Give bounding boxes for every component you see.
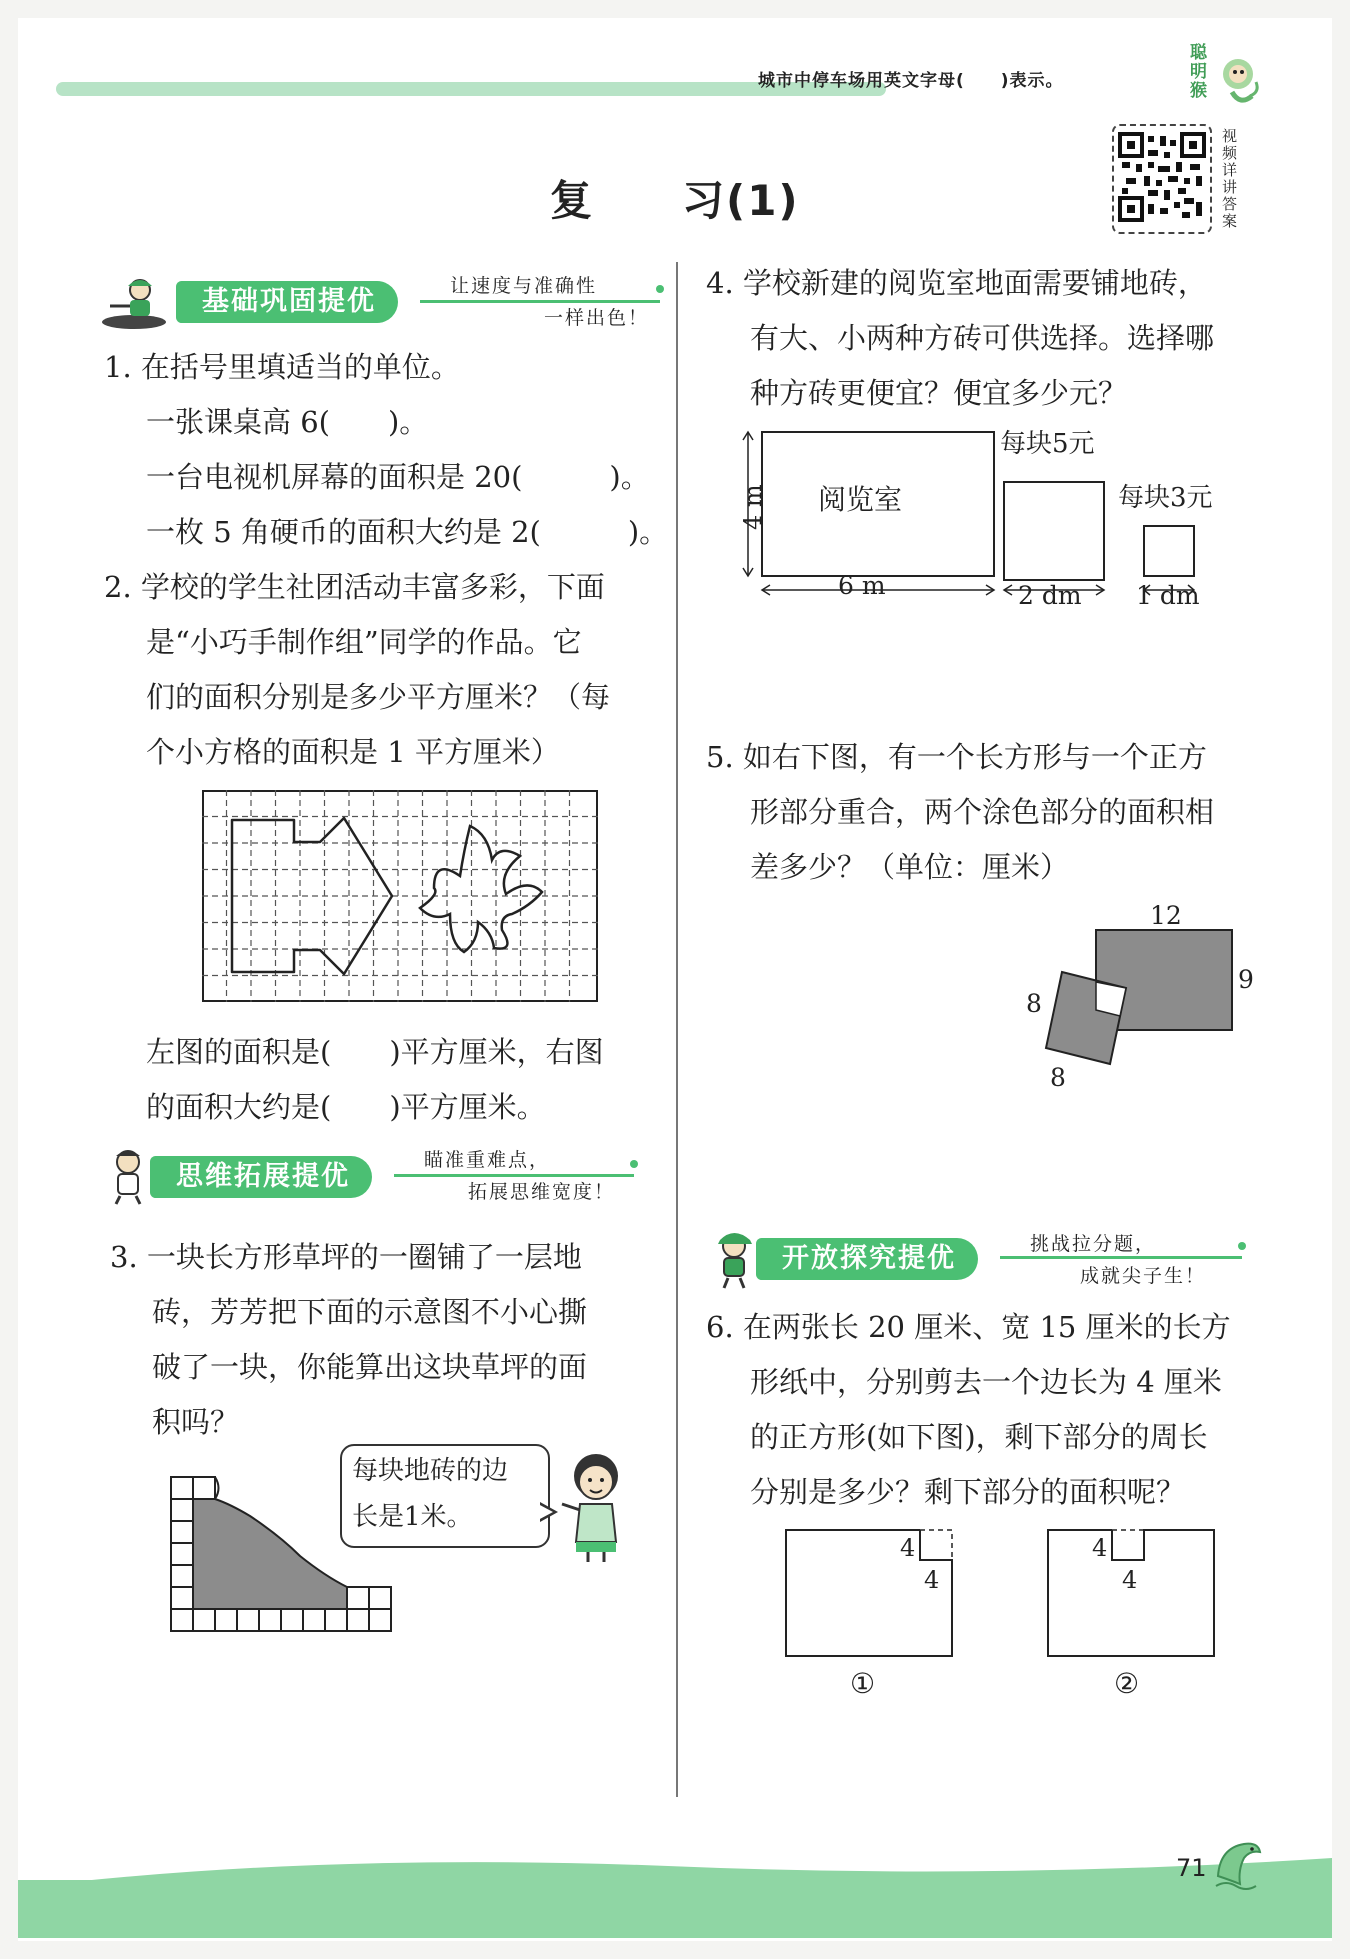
qr-label: 视频详讲答案 (1222, 127, 1238, 230)
q2-line2: 是“小巧手制作组”同学的作品。它 (146, 625, 582, 659)
section-line-basic (420, 300, 660, 303)
slogan-basic-1: 让速度与准确性 (450, 275, 598, 297)
q4-big-side: 2 dm (1018, 581, 1082, 610)
q6-fig1-a: 4 (900, 1534, 916, 1562)
section-badge-open: 开放探究提优 (756, 1238, 978, 1280)
q2-line4: 个小方格的面积是 1 平方厘米） (146, 735, 560, 769)
q2-grid-figure (202, 790, 598, 1006)
skier-kid-icon (100, 276, 178, 332)
q5-overlap-figure (1040, 924, 1240, 1078)
q2-answer1: 左图的面积是( )平方厘米，右图 (146, 1035, 604, 1069)
section-badge-thinking: 思维拓展提优 (150, 1156, 372, 1198)
section-line-thinking (394, 1174, 634, 1177)
slogan-basic-2: 一样出色！ (544, 307, 650, 329)
q4-line1: 4. 学校新建的阅览室地面需要铺地砖， (706, 266, 1207, 300)
column-divider (676, 262, 678, 1797)
slogan-thinking-1: 瞄准重难点， (424, 1149, 551, 1171)
header-question: 城市中停车场用英文字母( )表示。 (758, 71, 1064, 91)
mascot-text: 聪明猴 (1190, 43, 1207, 101)
q6-fig1-b: 4 (924, 1566, 940, 1594)
q4-big-price: 每块5元 (1000, 429, 1095, 459)
slogan-open-2: 成就尖子生！ (1080, 1265, 1207, 1287)
q5-line3: 差多少？（单位：厘米） (750, 850, 1070, 884)
q5-square-side-a: 8 (1026, 989, 1042, 1018)
q1-line2: 一台电视机屏幕的面积是 20( )。 (146, 460, 650, 494)
slogan-open-1: 挑战拉分题， (1030, 1233, 1157, 1255)
q6-line2: 形纸中，分别剪去一个边长为 4 厘米 (750, 1365, 1222, 1399)
q5-line2: 形部分重合，两个涂色部分的面积相 (750, 795, 1215, 829)
q4-small-side: 1 dm (1136, 581, 1200, 610)
q2-answer2: 的面积大约是( )平方厘米。 (146, 1090, 546, 1124)
q5-square-side-b: 8 (1050, 1063, 1066, 1092)
q2-line3: 们的面积分别是多少平方厘米？（每 (146, 680, 611, 714)
q4-room-label: 阅览室 (818, 483, 903, 516)
q5-line1: 5. 如右下图，有一个长方形与一个正方 (706, 740, 1207, 774)
q4-small-price: 每块3元 (1118, 483, 1213, 513)
q3-bubble-line2: 长是1米。 (352, 1502, 473, 1532)
girl-character-icon (556, 1446, 636, 1564)
q4-line3: 种方砖更便宜？便宜多少元？ (750, 376, 1128, 410)
q6-line1: 6. 在两张长 20 厘米、宽 15 厘米的长方 (706, 1310, 1231, 1344)
footer-wave (18, 1848, 1332, 1888)
q3-line1: 3. 一块长方形草坪的一圈铺了一层地 (110, 1240, 582, 1274)
q6-fig2-a: 4 (1092, 1534, 1108, 1562)
q6-fig2-label: ② (1114, 1667, 1140, 1700)
qr-code-icon[interactable] (1118, 132, 1206, 226)
q2-line1: 2. 学校的学生社团活动丰富多彩，下面 (104, 570, 605, 604)
q3-line4: 积吗？ (152, 1405, 240, 1439)
q4-room-height: 4 m (739, 484, 767, 530)
q5-rect-width: 9 (1238, 965, 1254, 994)
q3-torn-area (193, 1499, 347, 1609)
q3-line2: 砖，芳芳把下面的示意图不小心撕 (152, 1295, 588, 1329)
page-title: 复 习(1) (550, 176, 800, 225)
q6-line4: 分别是多少？剩下部分的面积呢？ (750, 1475, 1186, 1509)
section-badge-basic: 基础巩固提优 (176, 281, 398, 323)
q1-stem: 1. 在括号里填适当的单位。 (104, 350, 460, 384)
q6-fig2-b: 4 (1122, 1566, 1138, 1594)
section-dot-basic (656, 285, 664, 293)
q1-line3: 一枚 5 角硬币的面积大约是 2( )。 (146, 515, 669, 549)
thinking-kid-icon (100, 1146, 156, 1206)
q1-line1: 一张课桌高 6( )。 (146, 405, 429, 439)
q6-fig1-label: ① (850, 1667, 876, 1700)
slogan-thinking-2: 拓展思维宽度！ (468, 1181, 616, 1203)
q3-bubble-line1: 每块地砖的边 (352, 1456, 509, 1486)
q3-line3: 破了一块，你能算出这块草坪的面 (152, 1350, 588, 1384)
q4-room-width: 6 m (838, 571, 886, 600)
section-dot-thinking (630, 1160, 638, 1168)
q5-rect-length: 12 (1150, 901, 1182, 930)
dolphin-icon (1210, 1836, 1266, 1892)
explorer-kid-icon (706, 1228, 762, 1290)
footer-band (18, 1880, 1332, 1938)
page-number: 71 (1176, 1854, 1207, 1882)
q6-line3: 的正方形(如下图)，剩下部分的周长 (750, 1420, 1208, 1454)
q4-line2: 有大、小两种方砖可供选择。选择哪 (750, 321, 1215, 355)
section-dot-open (1238, 1242, 1246, 1250)
